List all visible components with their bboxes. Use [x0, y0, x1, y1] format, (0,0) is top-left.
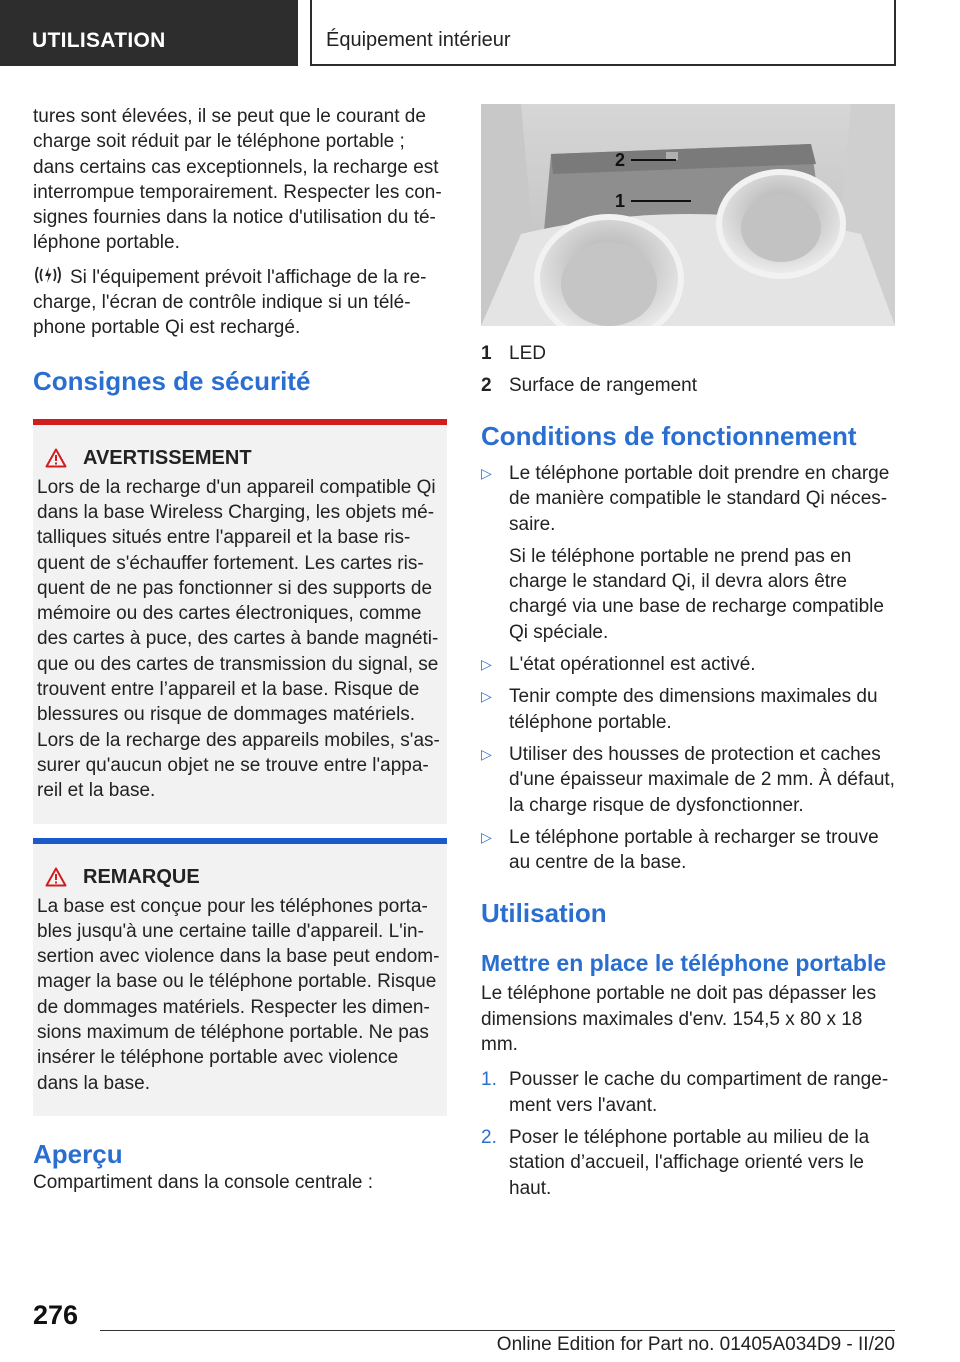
- legend-row: [481, 338, 895, 370]
- conditions-heading: Conditions de fonctionnement: [481, 421, 857, 451]
- legend-number: 1: [481, 343, 492, 364]
- notice-box: [33, 838, 447, 1116]
- legend-number: 2: [481, 375, 492, 396]
- step-text: Pousser le cache du compartiment de range‐ment vers l'avant.: [509, 1069, 889, 1116]
- warning-title-row: [37, 445, 443, 471]
- notice-title-row: [37, 864, 443, 890]
- condition-text: Tenir compte des dimensions maximales du téléphone portable.: [509, 686, 878, 733]
- placement-steps: [481, 1067, 895, 1200]
- legend-row: [481, 370, 895, 402]
- overview-heading: Aperçu: [33, 1138, 123, 1169]
- conditions-list: [481, 461, 895, 875]
- right-column: [481, 104, 895, 1201]
- header-section: UTILISATION: [32, 29, 166, 52]
- place-phone-text: Le téléphone portable ne doit pas dépasser les dimensions maximales d'env. 154,5 x 80 x 18 mm.: [481, 983, 877, 1056]
- photo-label-1: 1: [615, 191, 626, 211]
- photo-label-2: 2: [615, 150, 626, 170]
- wireless-charging-icon: [33, 264, 63, 286]
- header-chapter: Équipement intérieur: [326, 29, 511, 51]
- bullet-arrow-icon: ▷: [481, 656, 492, 673]
- warning-triangle-icon: [45, 448, 67, 468]
- step-item: [481, 1125, 895, 1201]
- footer-divider: [100, 1330, 895, 1331]
- warning-text: Lors de la recharge d'un appareil compatible Qi dans la base Wireless Charging, les objets mé‐talliques situés entre l'appareil et la base ris‐quent de s'échauffer fortement. Les cartes ris‐quent de ne pas fonctionner si des supports de mémoire ou des cartes électroniques, comme des cartes à puce, des cartes à bande magnéti‐que ou des cartes de transmission du signal, se trouvent entre l’appareil et la base. Risque de blessures ou risque de dommages matériels. Lors de la recharge des appareils mobiles, s'as‐surer qu'aucun objet ne se trouve entre l'appa‐reil et la base.: [37, 476, 440, 802]
- usage-heading: Utilisation: [481, 898, 607, 929]
- condition-text: L'état opérationnel est activé.: [509, 654, 756, 676]
- header-chapter-tab: [310, 0, 896, 66]
- condition-extra-text: Si le téléphone portable ne prend pas en charge le standard Qi, il devra alors être chargé via une base de recharge compatible Qi spéciale.: [509, 545, 884, 643]
- console-compartment-photo: [481, 104, 895, 326]
- page-number: 276: [33, 1300, 79, 1330]
- legend-label: Surface de rangement: [509, 375, 698, 396]
- legend-label: LED: [509, 343, 546, 364]
- notice-title: REMARQUE: [83, 865, 200, 888]
- step-number: 1.: [481, 1069, 497, 1091]
- photo-legend: [481, 338, 895, 402]
- condition-item: [481, 461, 895, 645]
- bullet-arrow-icon: ▷: [481, 828, 492, 845]
- intro-paragraph: tures sont élevées, il se peut que le courant de charge soit réduit par le téléphone portable ; dans certains cas exceptionnels, la recharge est interrompue temporairement. Respecter les con‐signes fournies dans la notice d'utilisation du té‐léphone portable.: [33, 106, 442, 254]
- icon-note-paragraph: [33, 264, 447, 341]
- warning-box: [33, 419, 447, 824]
- notice-triangle-icon: [45, 867, 67, 887]
- step-text: Poser le téléphone portable au milieu de la station d’accueil, l'affichage orienté vers le haut.: [509, 1126, 870, 1199]
- condition-text: Le téléphone portable doit prendre en charge de manière compatible le standard Qi néces‐saire.: [509, 463, 890, 535]
- bullet-arrow-icon: ▷: [481, 745, 492, 762]
- condition-item: [481, 652, 895, 677]
- safety-heading: Consignes de sécurité: [33, 365, 311, 396]
- icon-note-text: Si l'équipement prévoit l'affichage de la re‐charge, l'écran de contrôle indique si un télé‐phone portable Qi est rechargé.: [33, 266, 427, 339]
- condition-text: Le téléphone portable à recharger se trouve au centre de la base.: [509, 826, 879, 874]
- condition-item: [481, 825, 895, 876]
- step-number: 2.: [481, 1126, 497, 1148]
- condition-item: [481, 684, 895, 735]
- condition-text: Utiliser des housses de protection et caches d'une épaisseur maximale de 2 mm. À défaut, la charge risque de dysfonctionner.: [509, 743, 895, 816]
- overview-text: Compartiment dans la console centrale :: [33, 1171, 374, 1193]
- notice-text: La base est conçue pour les téléphones porta‐bles jusqu'à une certaine taille d'appareil. L'in‐sertion avec violence dans la base peut endom‐mager la base ou le téléphone portable. Risque de dommages matériels. Respecter les dimen‐sions maximum de téléphone portable. Ne pas insérer le téléphone portable avec violence dans la base.: [37, 895, 440, 1094]
- bullet-arrow-icon: ▷: [481, 688, 492, 705]
- edition-footer: Online Edition for Part no. 01405A034D9 - II/20: [496, 1334, 895, 1355]
- header-section-tab: [0, 0, 298, 66]
- condition-item: [481, 742, 895, 818]
- place-phone-heading: Mettre en place le téléphone portable: [481, 950, 887, 977]
- bullet-arrow-icon: ▷: [481, 465, 492, 481]
- left-column: [33, 104, 447, 1195]
- step-item: [481, 1067, 895, 1118]
- warning-title: AVERTISSEMENT: [83, 446, 252, 469]
